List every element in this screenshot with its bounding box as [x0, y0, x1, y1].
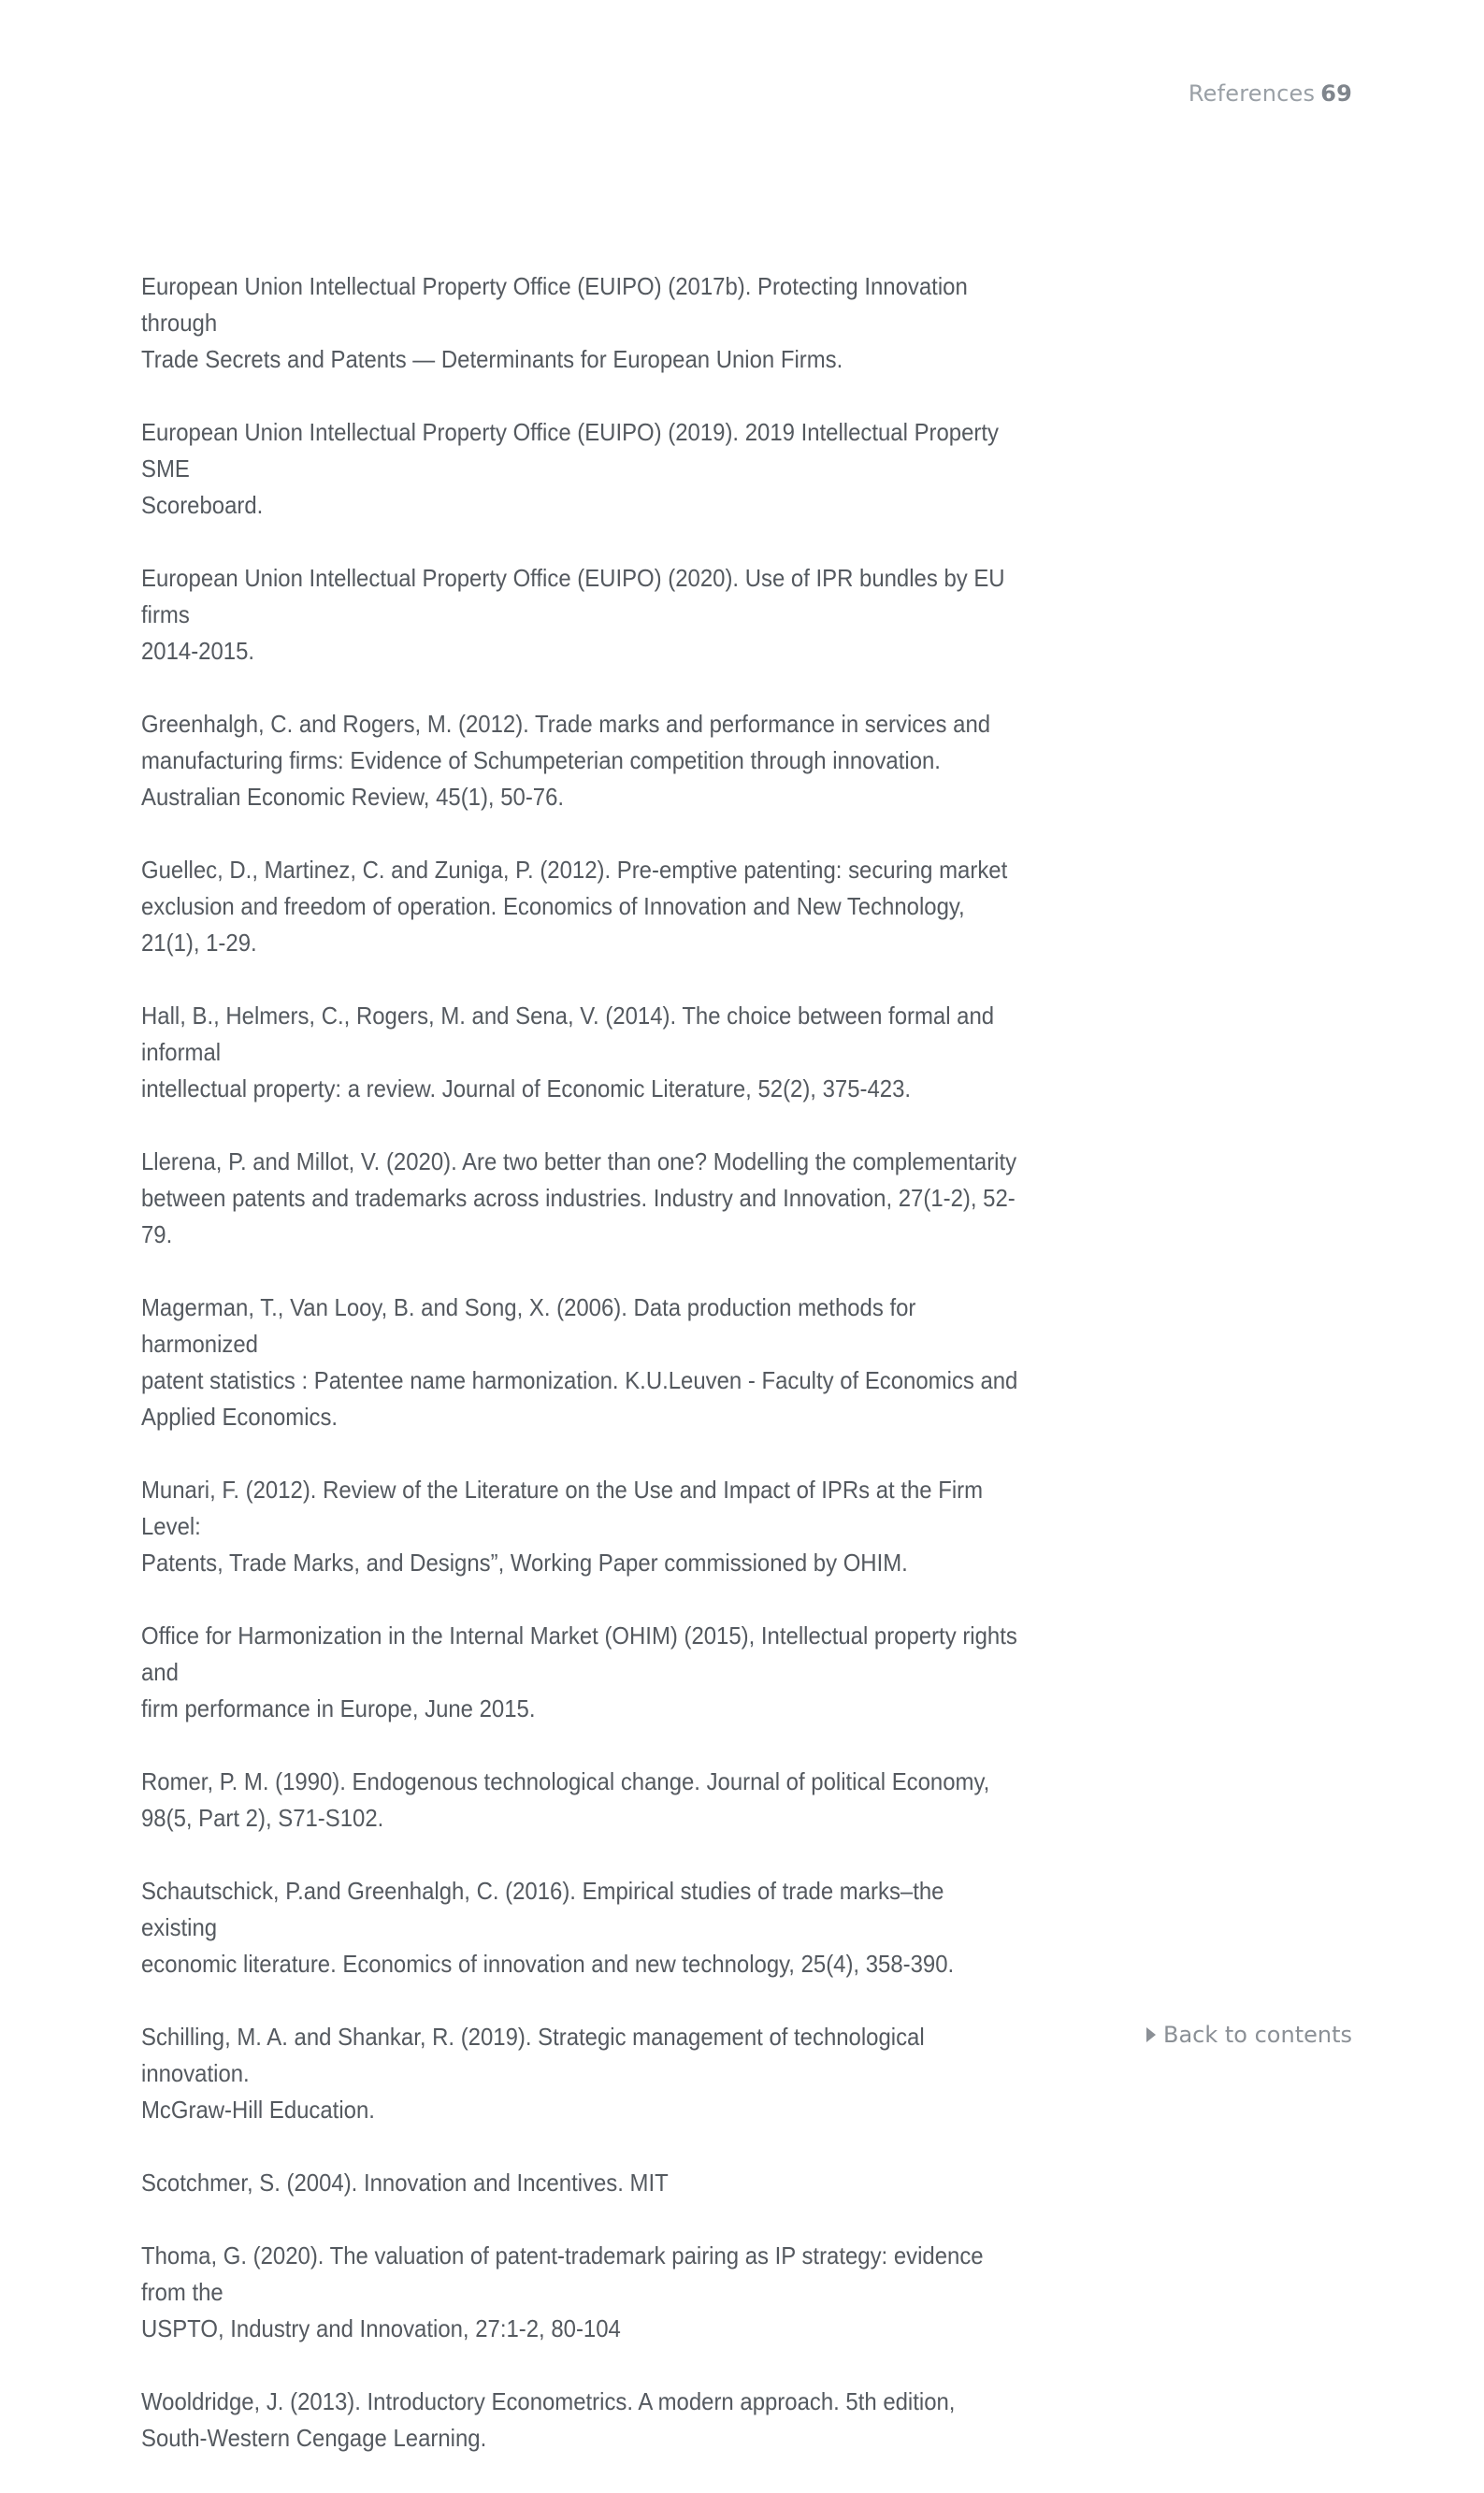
reference-item: Office for Harmonization in the Internal Market (OHIM) (2015), Intellectual property rights and firm performance in Europe, June 2015.: [141, 1621, 1017, 1722]
reference-item: European Union Intellectual Property Office (EUIPO) (2020). Use of IPR bundles by EU firms 2014-2015.: [141, 564, 1005, 665]
reference-item: Scotchmer, S. (2004). Innovation and Incentives. MIT: [141, 2169, 669, 2197]
reference-item: Schautschick, P.and Greenhalgh, C. (2016). Empirical studies of trade marks–the existing economic literature. Economics of innovation and new technology, 25(4), 358-390.: [141, 1877, 955, 1978]
reference-item: European Union Intellectual Property Office (EUIPO) (2019). 2019 Intellectual Property SME Scoreboard.: [141, 418, 999, 519]
page-number: 69: [1320, 80, 1352, 107]
section-title: References: [1188, 80, 1316, 107]
reference-item: Wooldridge, J. (2013). Introductory Econometrics. A modern approach. 5th edition, South-Western Cengage Learning.: [141, 2387, 956, 2452]
reference-item: Greenhalgh, C. and Rogers, M. (2012). Trade marks and performance in services and manufacturing firms: Evidence of Schumpeterian competition through innovation. Australian Economic Review, 45(1), 50-76.: [141, 710, 991, 811]
reference-item: Guellec, D., Martinez, C. and Zuniga, P. (2012). Pre-emptive patenting: securing market exclusion and freedom of operation. Economics of Innovation and New Technology, 21(1), 1-29.: [141, 856, 1008, 957]
back-to-contents-link[interactable]: [1146, 2022, 1352, 2048]
reference-item: Thoma, G. (2020). The valuation of patent-trademark pairing as IP strategy: evidence from the USPTO, Industry and Innovation, 27:1-2, 80-104: [141, 2241, 984, 2342]
reference-item: Hall, B., Helmers, C., Rogers, M. and Sena, V. (2014). The choice between formal and informal intellectual property: a review. Journal of Economic Literature, 52(2), 375-423.: [141, 1002, 995, 1102]
reference-item: Llerena, P. and Millot, V. (2020). Are two better than one? Modelling the complementarity between patents and trademarks across industries. Industry and Innovation, 27(1-2), 52-79.: [141, 1147, 1017, 1248]
reference-item: Romer, P. M. (1990). Endogenous technological change. Journal of political Economy, 98(5, Part 2), S71-S102.: [141, 1767, 990, 1832]
running-header: [1189, 80, 1352, 107]
reference-list: [141, 268, 1095, 2493]
reference-item: Magerman, T., Van Looy, B. and Song, X. (2006). Data production methods for harmonized patent statistics : Patentee name harmonization. K.U.Leuven - Faculty of Economics and Applied Economics.: [141, 1293, 1018, 1431]
reference-item: European Union Intellectual Property Office (EUIPO) (2017b). Protecting Innovation through Trade Secrets and Patents — Determinants for European Union Firms.: [141, 272, 968, 373]
back-to-contents-label: Back to contents: [1162, 2022, 1352, 2048]
reference-item: Munari, F. (2012). Review of the Literature on the Use and Impact of IPRs at the Firm Level: Patents, Trade Marks, and Designs”, Working Paper commissioned by OHIM.: [141, 1476, 984, 1577]
reference-item: Schilling, M. A. and Shankar, R. (2019). Strategic management of technological innovation. McGraw-Hill Education.: [141, 2023, 925, 2124]
triangle-right-icon: [1146, 2027, 1156, 2042]
